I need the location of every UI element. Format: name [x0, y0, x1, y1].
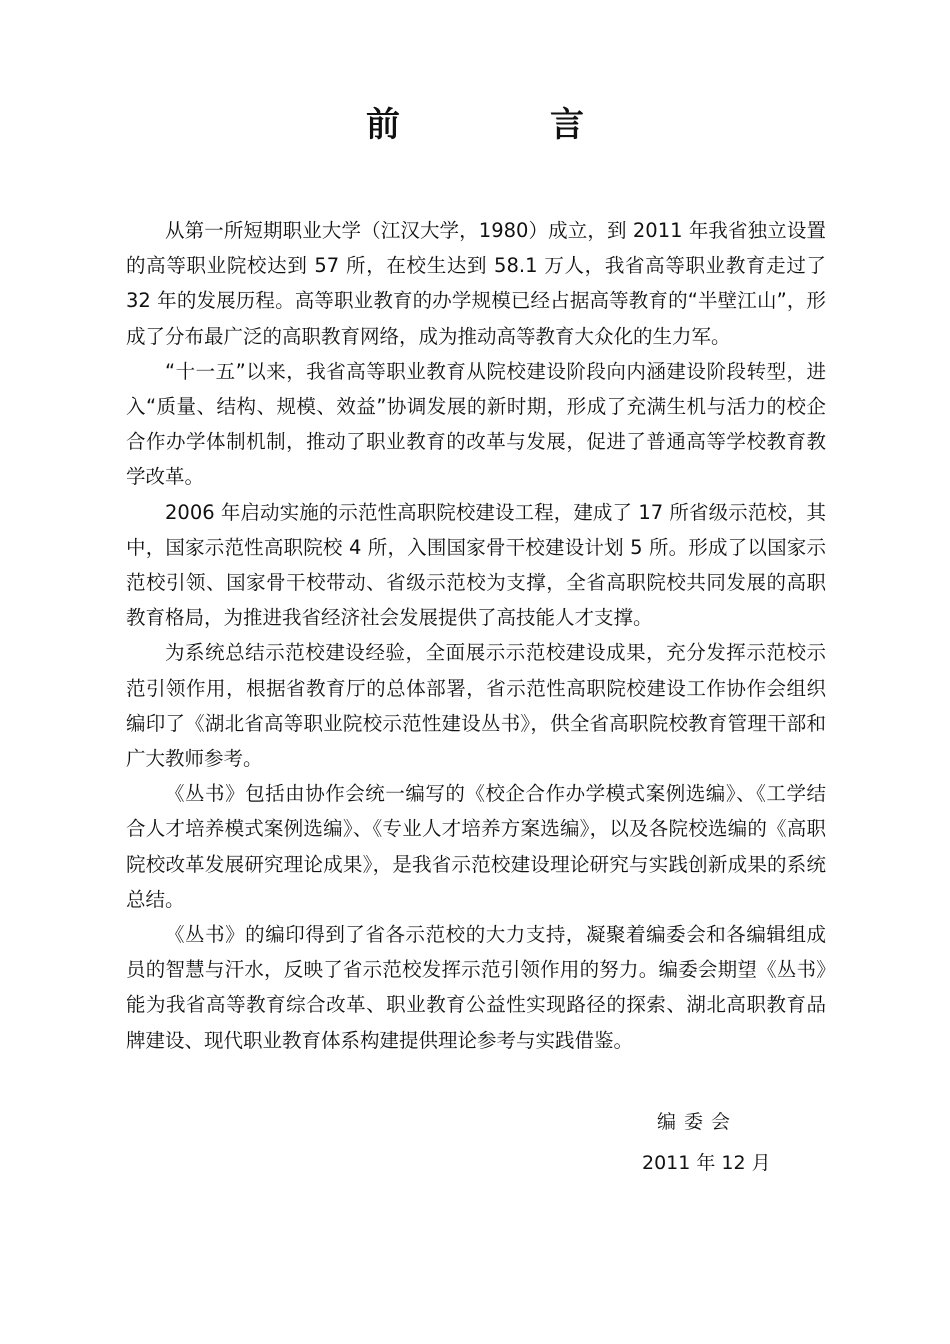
paragraph-1: 从第一所短期职业大学（江汉大学，1980）成立，到 2011 年我省独立设置的高等职业院校达到 57 所，在校生达到 58.1 万人，我省高等职业教育走过了 32 年的发展历程。高等职业教育的办学规模已经占据高等教育的“半壁江山”，形成了分布最广泛的高职教育网络，成为推动高等教育大众化的生力军。	[126, 219, 826, 348]
preface-body	[126, 213, 826, 1058]
signature-date: 2011 年 12 月	[642, 1152, 771, 1174]
page-title: 前 言	[366, 105, 642, 145]
paragraph-4: 为系统总结示范校建设经验，全面展示示范校建设成果，充分发挥示范校示范引领作用，根据省教育厅的总体部署，省示范性高职院校建设工作协作会组织编印了《湖北省高等职业院校示范性建设丛书》，供全省高职院校教育管理干部和广大教师参考。	[126, 641, 826, 771]
signature-organization: 编委会	[657, 1111, 739, 1133]
paragraph-6: 《丛书》的编印得到了省各示范校的大力支持，凝聚着编委会和各编辑组成员的智慧与汗水，反映了省示范校发挥示范引领作用的努力。编委会期望《丛书》能为我省高等教育综合改革、职业教育公益性实现路径的探索、湖北高职教育品牌建设、现代职业教育体系构建提供理论参考与实践借鉴。	[126, 923, 826, 1052]
paragraph-2: “十一五”以来，我省高等职业教育从院校建设阶段向内涵建设阶段转型，进入“质量、结构、规模、效益”协调发展的新时期，形成了充满生机与活力的校企合作办学体制机制，推动了职业教育的改革与发展，促进了普通高等学校教育教学改革。	[126, 359, 826, 489]
paragraph-3: 2006 年启动实施的示范性高职院校建设工程，建成了 17 所省级示范校，其中，国家示范性高职院校 4 所，入围国家骨干校建设计划 5 所。形成了以国家示范校引领、国家骨干校带动、省级示范校为支撑，全省高职院校共同发展的高职教育格局，为推进我省经济社会发展提供了高技能人才支撑。	[126, 500, 826, 630]
paragraph-5: 《丛书》包括由协作会统一编写的《校企合作办学模式案例选编》、《工学结合人才培养模式案例选编》、《专业人才培养方案选编》，以及各院校选编的《高职院校改革发展研究理论成果》，是我省示范校建设理论研究与实践创新成果的系统总结。	[126, 782, 826, 911]
